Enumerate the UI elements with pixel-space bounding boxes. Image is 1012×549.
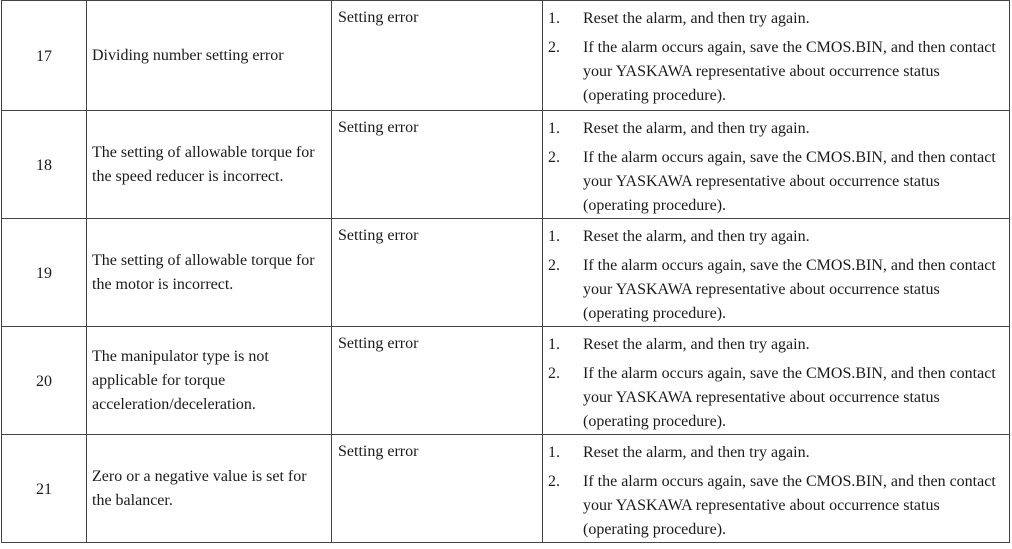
remedy-step [548,441,1001,465]
alarm-data-cell: The setting of allowable torque for the speed reducer is incorrect. [87,111,332,219]
alarm-data-cell: The setting of allowable torque for the motor is incorrect. [87,219,332,327]
remedy-step [548,362,1001,434]
remedy-step [548,7,1001,31]
step-text: If the alarm occurs again, save the CMOS.BIN, and then contact your YASKAWA representative about occurrence status (operating procedure). [583,473,996,538]
step-text: Reset the alarm, and then try again. [583,444,810,461]
alarm-data-cell: The manipulator type is not applicable for torque acceleration/deceleration. [87,327,332,435]
table-row [2,1,1010,111]
cause-cell: Setting error [332,435,543,543]
step-text: Reset the alarm, and then try again. [583,10,810,27]
remedy-cell [543,111,1010,219]
alarm-data-cell: Zero or a negative value is set for the balancer. [87,435,332,543]
step-number: 1. [548,336,560,353]
step-text: If the alarm occurs again, save the CMOS.BIN, and then contact your YASKAWA representative about occurrence status (operating procedure). [583,257,996,322]
step-number: 2. [548,365,560,382]
step-number: 1. [548,444,560,461]
remedy-step [548,225,1001,249]
table-row [2,111,1010,219]
step-text: Reset the alarm, and then try again. [583,228,810,245]
step-text: If the alarm occurs again, save the CMOS.BIN, and then contact your YASKAWA representative about occurrence status (operating procedure). [583,365,996,430]
step-text: If the alarm occurs again, save the CMOS.BIN, and then contact your YASKAWA representative about occurrence status (operating procedure). [583,149,996,214]
step-number: 1. [548,120,560,137]
remedy-cell [543,327,1010,435]
step-text: Reset the alarm, and then try again. [583,336,810,353]
remedy-step [548,146,1001,218]
sub-code: 18 [36,156,52,174]
sub-code-cell [2,1,87,111]
remedy-step [548,117,1001,141]
remedy-step [548,333,1001,357]
cause-cell: Setting error [332,219,543,327]
remedy-cell [543,219,1010,327]
remedy-step [548,36,1001,108]
sub-code-cell [2,327,87,435]
alarm-table [1,0,1010,543]
step-text: Reset the alarm, and then try again. [583,120,810,137]
table-row [2,327,1010,435]
sub-code-cell [2,435,87,543]
sub-code-cell [2,219,87,327]
cause-cell: Setting error [332,327,543,435]
cause-cell: Setting error [332,1,543,111]
remedy-cell [543,435,1010,543]
cause-cell: Setting error [332,111,543,219]
remedy-cell [543,1,1010,111]
table-row [2,219,1010,327]
step-number: 2. [548,149,560,166]
step-number: 1. [548,10,560,27]
table-row [2,435,1010,543]
step-number: 2. [548,39,560,56]
remedy-step [548,470,1001,542]
sub-code-cell [2,111,87,219]
step-number: 2. [548,473,560,490]
sub-code: 17 [36,47,52,65]
alarm-data-cell: Dividing number setting error [87,1,332,111]
sub-code: 20 [36,372,52,390]
step-number: 1. [548,228,560,245]
sub-code: 19 [36,264,52,282]
step-text: If the alarm occurs again, save the CMOS.BIN, and then contact your YASKAWA representative about occurrence status (operating procedure). [583,39,996,104]
step-number: 2. [548,257,560,274]
remedy-step [548,254,1001,326]
sub-code: 21 [36,480,52,498]
